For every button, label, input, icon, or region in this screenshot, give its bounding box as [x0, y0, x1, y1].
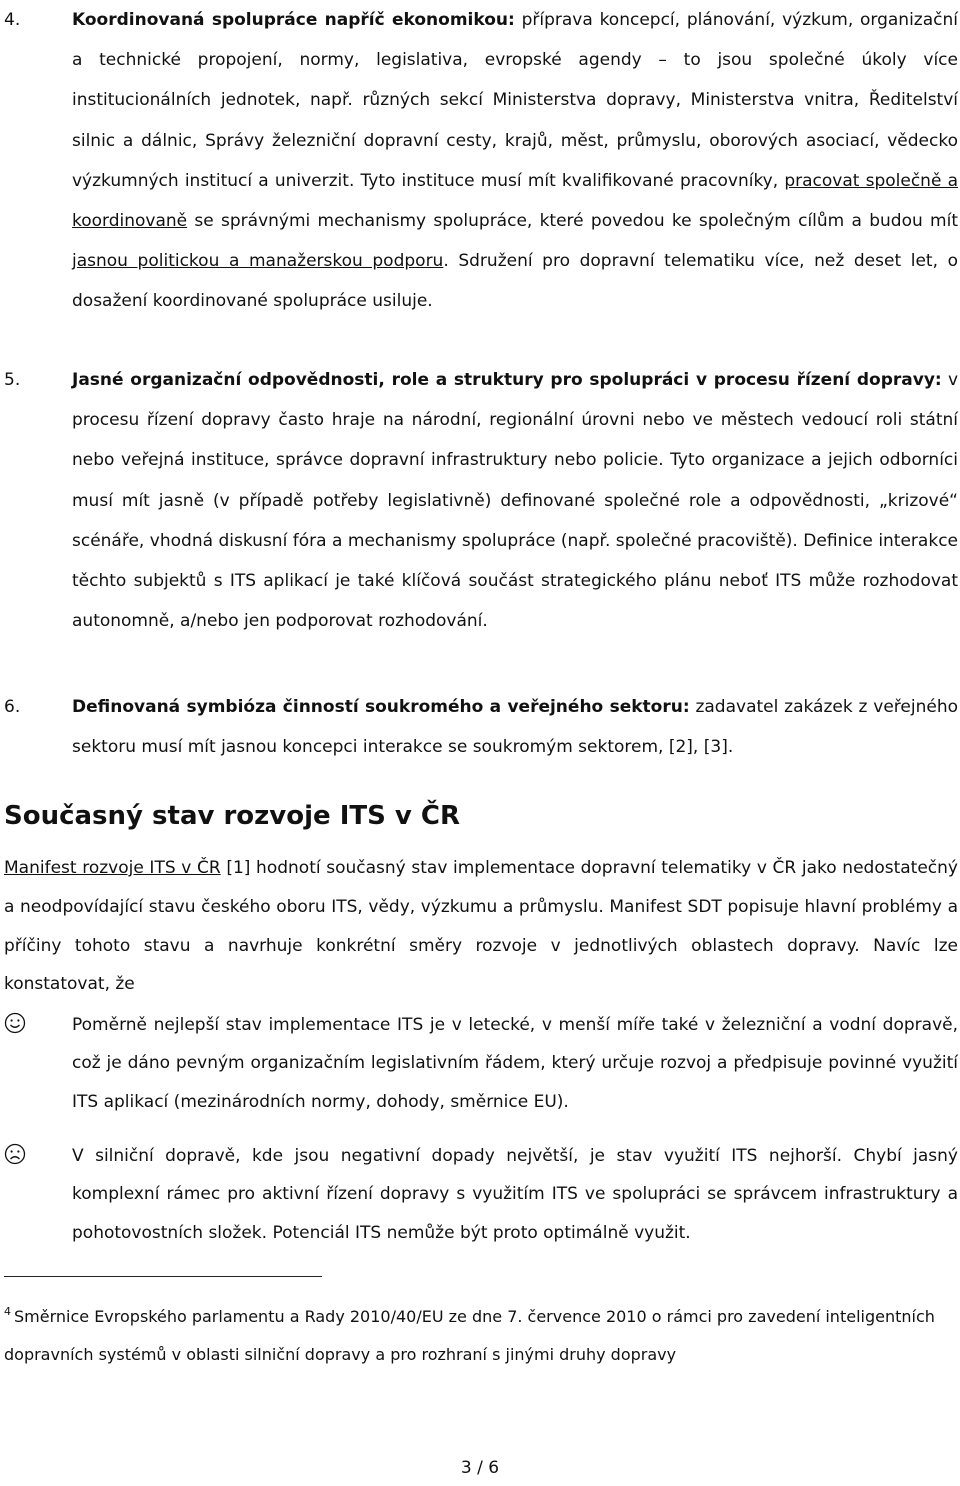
footnote-text: Směrnice Evropského parlamentu a Rady 2010/40/EU ze dne 7. července 2010 o rámci pro zavedení inteligentních dopravních systémů v oblasti silniční dopravy a pro rozhraní s jinými druhy dopravy — [4, 1307, 935, 1364]
bullet-text: Poměrně nejlepší stav implementace ITS je v letecké, v menší míře také v železniční a vodní dopravě, což je dáno pevným organizačním legislativním řádem, který určuje rozvoj a předpisuje povinné využití ITS aplikací (mezinárodních normy, dohody, směrnice EU). — [72, 1015, 958, 1112]
list-number: 5. — [4, 370, 21, 390]
section-paragraph — [4, 849, 958, 1004]
list-number: 6. — [4, 697, 21, 717]
section-heading: Současný stav rozvoje ITS v ČR — [4, 801, 461, 831]
item-lead: Definovaná symbióza činností soukromého a veřejného sektoru: — [72, 697, 690, 717]
bullet-text: V silniční dopravě, kde jsou negativní dopady největší, je stav využití ITS nejhorší. Chybí jasný komplexní rámec pro aktivní řízení dopravy s využitím ITS ve spolupráci se správcem infrastruktury a pohotovostních složek. Potenciál ITS nemůže být proto optimálně využit. — [72, 1146, 958, 1243]
text-segment: se správnými mechanismy spolupráce, které povedou ke společným cílům a budou mít — [187, 211, 958, 232]
paragraph-text: [1] hodnotí současný stav implementace dopravní telematiky v ČR jako nedostatečný a neodpovídající stavu českého oboru ITS, vědy, výzkumu a průmyslu. Manifest SDT popisuje hlavní problémy a příčiny tohoto stavu a navrhuje konkrétní směry rozvoje v jednotlivých oblastech dopravy. Navíc lze konstatovat, že — [4, 858, 958, 995]
text-segment: v procesu řízení dopravy často hraje na národní, regionální úrovni nebo ve městech vedoucí roli státní nebo veřejná instituce, správce dopravní infrastruktury nebo policie. Tyto organizace a jejich odborníci musí mít jasně (v případě potřeby legislativně) definované společné role a odpovědnosti, „krizové“ scénáře, vhodná diskusní fóra a mechanismy spolupráce (např. společné pracoviště). Definice interakce těchto subjektů s ITS aplikací je také klíčová součást strategického plánu neboť ITS může rozhodovat autonomně, a/nebo jen podporovat rozhodování. — [72, 370, 959, 632]
underlined-text: pracovat společně a koordinovaně — [72, 170, 958, 232]
text-segment: zadavatel zakázek z veřejného sektoru musí mít jasnou koncepci interakce se soukromým sektorem, [2], [3]. — [72, 697, 959, 758]
item-lead: Jasné organizační odpovědnosti, role a struktury pro spolupráci v procesu řízení dopravy: — [72, 370, 942, 390]
underlined-text: jasnou politickou a manažerskou podporu — [72, 251, 444, 272]
smiley-happy-icon — [4, 1012, 26, 1034]
footnote — [4, 1293, 958, 1374]
text-segment: . Sdružení pro dopravní telematiku více, než deset let, o dosažení koordinované spolupráce usiluje. — [72, 251, 958, 312]
page-number: 3 / 6 — [460, 1458, 500, 1478]
list-item-text — [72, 0, 958, 322]
list-item-text — [72, 687, 958, 767]
text-segment: příprava koncepcí, plánování, výzkum, organizační a technické propojení, normy, legislativa, evropské agendy – to jsou společné úkoly více institucionálních jednotek, např. různých sekcí Ministerstva dopravy, Ministerstva vnitra, Ředitelství silnic a dálnic, Správy železniční dopravní cesty, krajů, měst, průmyslu, oborových asociací, vědecko výzkumných institucí a univerzit. Tyto instituce musí mít kvalifikované pracovníky, — [72, 10, 958, 191]
smiley-sad-icon — [4, 1143, 26, 1165]
footnote-marker: 4 — [4, 1305, 11, 1318]
item-lead: Koordinovaná spolupráce napříč ekonomikou: — [72, 10, 515, 30]
footnote-divider — [4, 1276, 322, 1277]
list-number: 4. — [4, 10, 21, 30]
manifest-link[interactable]: Manifest rozvoje ITS v ČR — [4, 858, 221, 878]
list-item-text — [72, 360, 958, 641]
